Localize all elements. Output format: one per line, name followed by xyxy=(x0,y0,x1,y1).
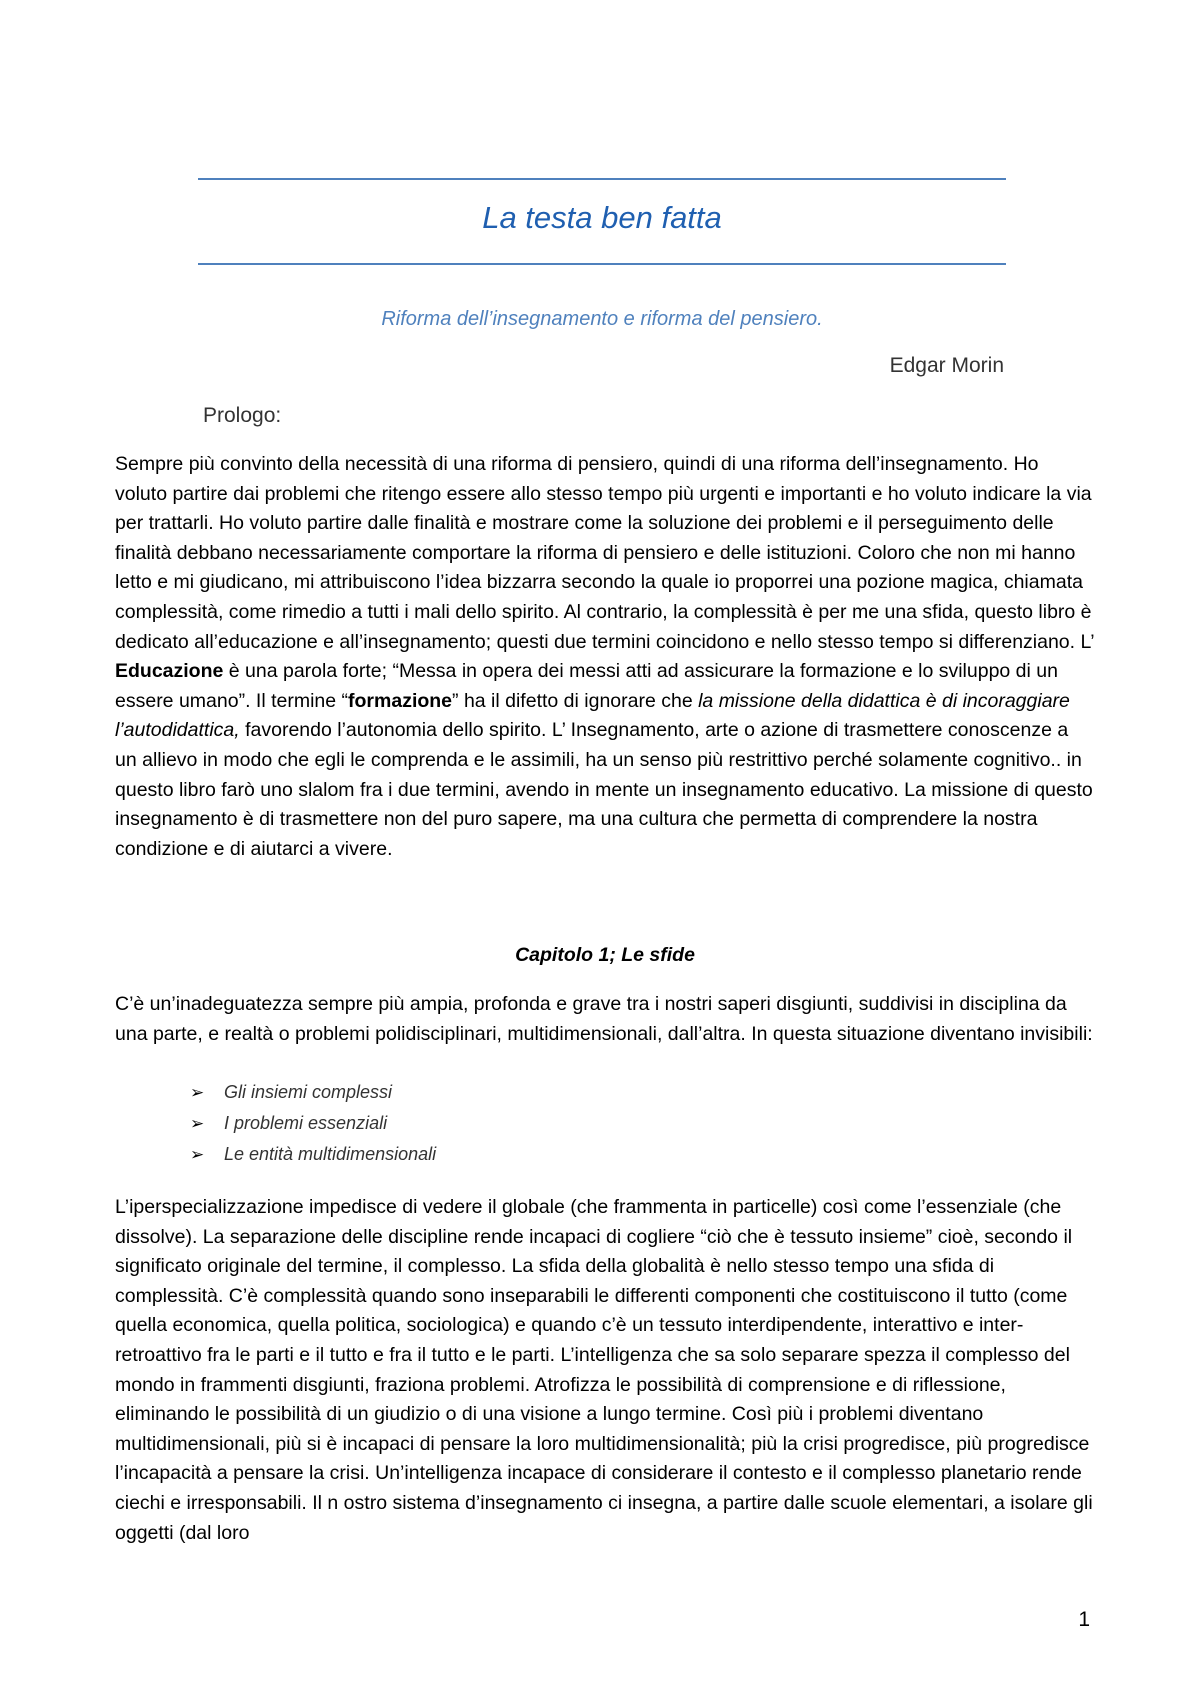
list-item-text: Gli insiemi complessi xyxy=(224,1082,393,1102)
bold-term-educazione: Educazione xyxy=(115,660,224,683)
paragraph-text: è una parola forte; “Messa in opera dei messi atti ad assicurare la formazione e lo sviluppo di un essere umano”. Il termine “ xyxy=(115,660,1058,712)
list-item xyxy=(190,1108,436,1139)
paragraph-text: ” ha il difetto di ignorare che xyxy=(452,689,699,712)
prologue-paragraph xyxy=(115,450,1095,864)
bullet-list xyxy=(190,1077,436,1170)
list-item xyxy=(190,1077,436,1108)
chapter-paragraph-1: C’è un’inadeguatezza sempre più ampia, profonda e grave tra i nostri saperi disgiunti, suddivisi in disciplina da una parte, e realtà o problemi polidisciplinari, multidimensionali, dall’altra. In questa situazione diventano invisibili: xyxy=(115,993,1093,1045)
italic-quote: la missione della didattica è di incoraggiare l’autodidattica, xyxy=(115,689,1070,742)
document-title: La testa ben fatta xyxy=(482,200,722,235)
paragraph-text: favorendo l’autonomia dello spirito. L’ Insegnamento, arte o azione di trasmettere conoscenze a un allievo in modo che egli le comprenda e le assimili, ha un senso più restrittivo perché solamente cognitivo.. in questo libro farò uno slalom fra i due termini, avendo in mente un insegnamento educativo. La missione di questo insegnamento è di trasmettere non del puro sapere, ma una cultura che permetta di comprendere la nostra condizione e di aiutarci a vivere. xyxy=(115,719,1093,860)
paragraph-text: Sempre più convinto della necessità di una riforma di pensiero, quindi di una riforma dell’insegnamento. Ho voluto partire dai problemi che ritengo essere allo stesso tempo più urgenti e importanti e ho voluto indicare la via per trattarli. Ho voluto partire dalle finalità e mostrare come la soluzione dei problemi e il perseguimento delle finalità debbano necessariamente comportare la riforma di pensiero e delle istituzioni. Coloro che non mi hanno letto e mi giudicano, mi attribuiscono l’idea bizzarra secondo la quale io proporrei una pozione magica, chiamata complessità, come rimedio a tutti i mali dello spirito. Al contrario, la complessità è per me una sfida, questo libro è dedicato all’educazione e all’insegnamento; questi due termini coincidono e nello stesso tempo si differenziano. L’ xyxy=(115,453,1094,653)
arrow-bullet-icon: ➢ xyxy=(190,1082,205,1102)
bold-term-formazione: formazione xyxy=(348,689,453,712)
title-bottom-rule xyxy=(198,263,1006,265)
prologue-heading: Prologo: xyxy=(203,404,282,427)
list-item-text: I problemi essenziali xyxy=(224,1113,388,1133)
author-name: Edgar Morin xyxy=(889,354,1004,377)
document-subtitle: Riforma dell’insegnamento e riforma del pensiero. xyxy=(381,308,823,330)
chapter-heading: Capitolo 1; Le sfide xyxy=(515,944,695,966)
arrow-bullet-icon: ➢ xyxy=(190,1144,205,1164)
page-number: 1 xyxy=(1078,1608,1090,1631)
list-item xyxy=(190,1139,436,1170)
list-item-text: Le entità multidimensionali xyxy=(224,1144,437,1164)
title-top-rule xyxy=(198,178,1006,180)
arrow-bullet-icon: ➢ xyxy=(190,1113,205,1133)
chapter-paragraph-2: L’iperspecializzazione impedisce di vedere il globale (che frammenta in particelle) così come l’essenziale (che dissolve). La separazione delle discipline rende incapaci di cogliere “ciò che è tessuto insieme” cioè, secondo il significato originale del termine, il complesso. La sfida della globalità è nello stesso tempo una sfida di complessità. C’è complessità quando sono inseparabili le differenti componenti che costituiscono il tutto (come quella economica, quella politica, sociologica) e quando c’è un tessuto interdipendente, interattivo e inter-retroattivo fra le parti e il tutto e fra il tutto e le parti. L’intelligenza che sa solo separare spezza il complesso del mondo in frammenti disgiunti, fraziona problemi. Atrofizza le possibilità di comprensione e di riflessione, eliminando le possibilità di un giudizio o di una visione a lungo termine. Così più i problemi diventano multidimensionali, più si è incapaci di pensare la loro multidimensionalità; più la crisi progredisce, più progredisce l’incapacità a pensare la crisi. Un’intelligenza incapace di considerare il contesto e il complesso planetario rende ciechi e irresponsabili. Il n ostro sistema d’insegnamento ci insegna, a partire dalle scuole elementari, a isolare gli oggetti (dal loro xyxy=(115,1196,1093,1544)
